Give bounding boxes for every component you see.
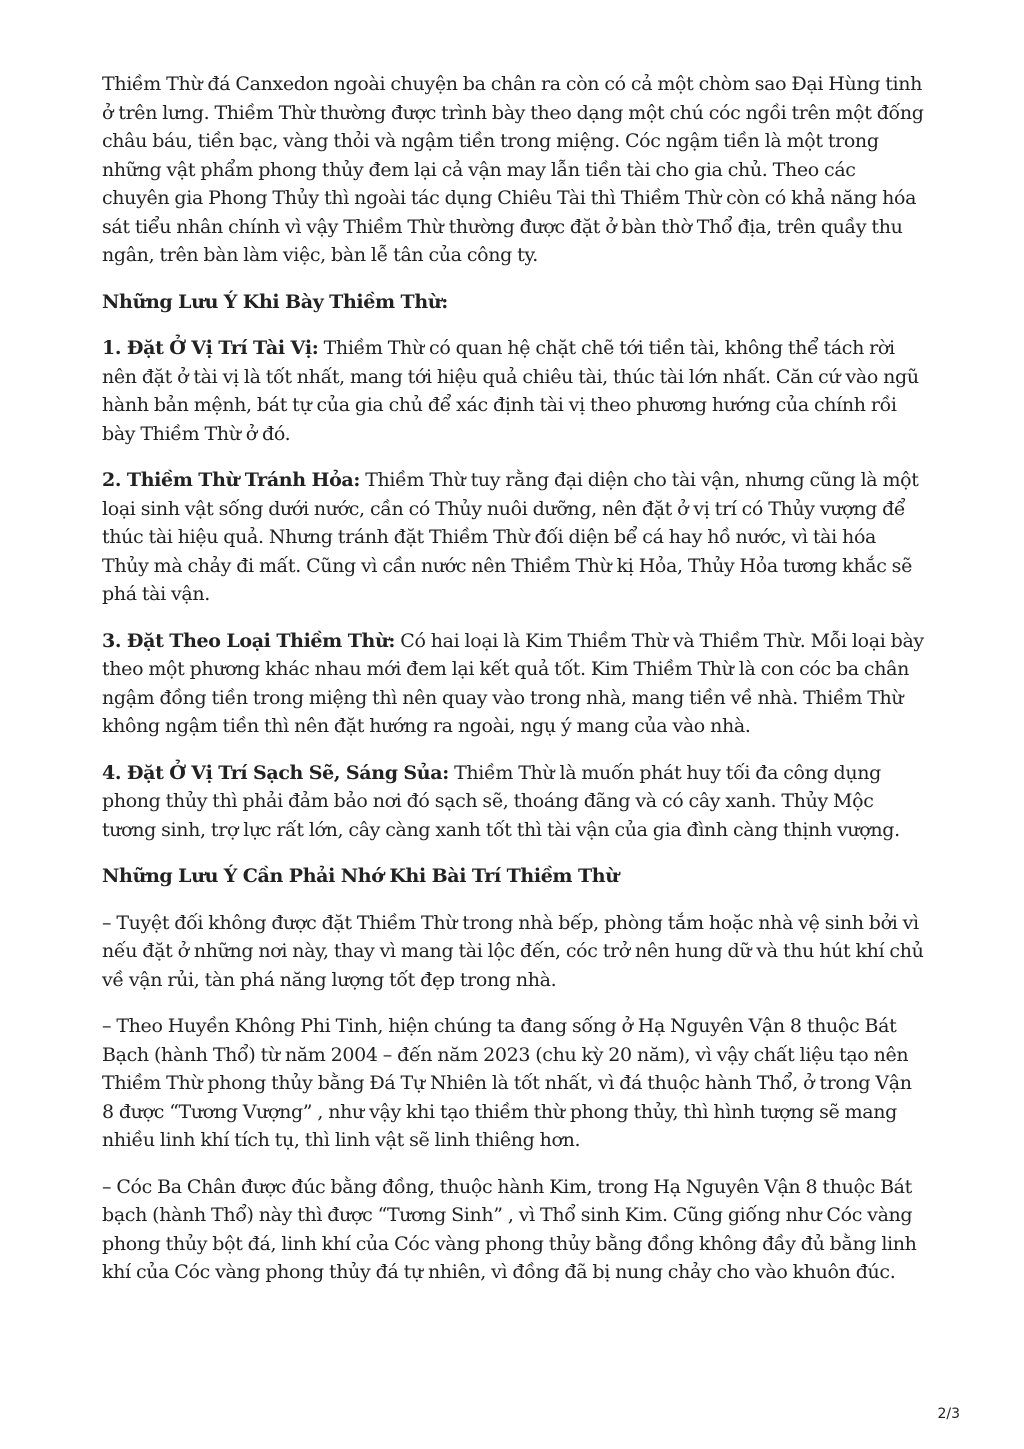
list-item	[102, 334, 924, 448]
list-item-title: 2. Thiềm Thừ Tránh Hỏa:	[102, 469, 361, 491]
section-heading-notes: Những Lưu Ý Khi Bày Thiềm Thừ:	[102, 290, 448, 313]
note-paragraph: – Tuyệt đối không được đặt Thiềm Thừ trong nhà bếp, phòng tắm hoặc nhà vệ sinh bởi vì nếu đặt ở những nơi này, thay vì mang tài lộc đến, cóc trở nên hung dữ và thu hút khí chủ về vận rủi, tàn phá năng lượng tốt đẹp trong nhà.	[102, 911, 924, 991]
intro-paragraph: Thiềm Thừ đá Canxedon ngoài chuyện ba chân ra còn có cả một chòm sao Đại Hùng tinh ở trên lưng. Thiềm Thừ thường được trình bày theo dạng một chú cóc ngồi trên một đống châu báu, tiền bạc, vàng thỏi và ngậm tiền trong miệng. Cóc ngậm tiền là một trong những vật phẩm phong thủy đem lại cả vận may lẫn tiền tài cho gia chủ. Theo các chuyên gia Phong Thủy thì ngoài tác dụng Chiêu Tài thì Thiềm Thừ còn có khả năng hóa sát tiểu nhân chính vì vậy Thiềm Thừ thường được đặt ở bàn thờ Thổ địa, trên quầy thu ngân, trên bàn làm việc, bàn lễ tân của công ty.	[102, 73, 924, 266]
list-item-text: Thiềm Thừ là muốn phát huy tối đa công dụng phong thủy thì phải đảm bảo nơi đó sạch sẽ, thoáng đãng và có cây xanh. Thủy Mộc tương sinh, trợ lực rất lớn, cây càng xanh tốt thì tài vận của gia đình càng thịnh vượng.	[102, 761, 900, 841]
section-heading-reminders: Những Lưu Ý Cần Phải Nhớ Khi Bài Trí Thiềm Thừ	[102, 865, 619, 887]
list-item-title: 4. Đặt Ở Vị Trí Sạch Sẽ, Sáng Sủa:	[102, 761, 449, 784]
document-body	[102, 70, 924, 1305]
list-item-text: Thiềm Thừ có quan hệ chặt chẽ tới tiền tài, không thể tách rời nên đặt ở tài vị là tốt nhất, mang tới hiệu quả chiêu tài, thúc tài lớn nhất. Căn cứ vào ngũ hành bản mệnh, bát tự của gia chủ để xác định tài vị theo phương hướng của chính rồi bày Thiềm Thừ ở đó.	[102, 337, 919, 445]
list-item	[102, 759, 924, 845]
note-paragraph: – Theo Huyền Không Phi Tinh, hiện chúng ta đang sống ở Hạ Nguyên Vận 8 thuộc Bát Bạch (hành Thổ) từ năm 2004 – đến năm 2023 (chu kỳ 20 năm), vì vậy chất liệu tạo nên Thiềm Thừ phong thủy bằng Đá Tự Nhiên là tốt nhất, vì đá thuộc hành Thổ, ở trong Vận 8 được “Tương Vượng” , như vậy khi tạo thiềm thừ phong thủy, thì hình tượng sẽ mang nhiều linh khí tích tụ, thì linh vật sẽ linh thiêng hơn.	[102, 1015, 912, 1151]
list-item-title: 1. Đặt Ở Vị Trí Tài Vị:	[102, 337, 319, 359]
note-paragraph: – Cóc Ba Chân được đúc bằng đồng, thuộc hành Kim, trong Hạ Nguyên Vận 8 thuộc Bát bạch (hành Thổ) này thì được “Tương Sinh” , vì Thổ sinh Kim. Cũng giống như Cóc vàng phong thủy bột đá, linh khí của Cóc vàng phong thủy bằng đồng không đầy đủ bằng linh khí của Cóc vàng phong thủy đá tự nhiên, vì đồng đã bị nung chảy cho vào khuôn đúc.	[102, 1175, 917, 1283]
list-item-text: Có hai loại là Kim Thiềm Thừ và Thiềm Thừ. Mỗi loại bày theo một phương khác nhau mới đem lại kết quả tốt. Kim Thiềm Thừ là con cóc ba chân ngậm đồng tiền trong miệng thì nên quay vào trong nhà, mang tiền về nhà. Thiềm Thừ không ngậm tiền thì nên đặt hướng ra ngoài, ngụ ý mang của vào nhà.	[102, 629, 924, 737]
list-item-text: Thiềm Thừ tuy rằng đại diện cho tài vận, nhưng cũng là một loại sinh vật sống dưới nước, cần có Thủy nuôi dưỡng, nên đặt ở vị trí có Thủy vượng để thúc tài hiệu quả. Nhưng tránh đặt Thiềm Thừ đối diện bể cá hay hồ nước, vì tài hóa Thủy mà chảy đi mất. Cũng vì cần nước nên Thiềm Thừ kị Hỏa, Thủy Hỏa tương khắc sẽ phá tài vận.	[102, 469, 919, 605]
list-item	[102, 466, 924, 609]
page-number: 2/3	[937, 1406, 960, 1422]
list-item-title: 3. Đặt Theo Loại Thiềm Thừ:	[102, 629, 396, 652]
list-item	[102, 627, 924, 741]
